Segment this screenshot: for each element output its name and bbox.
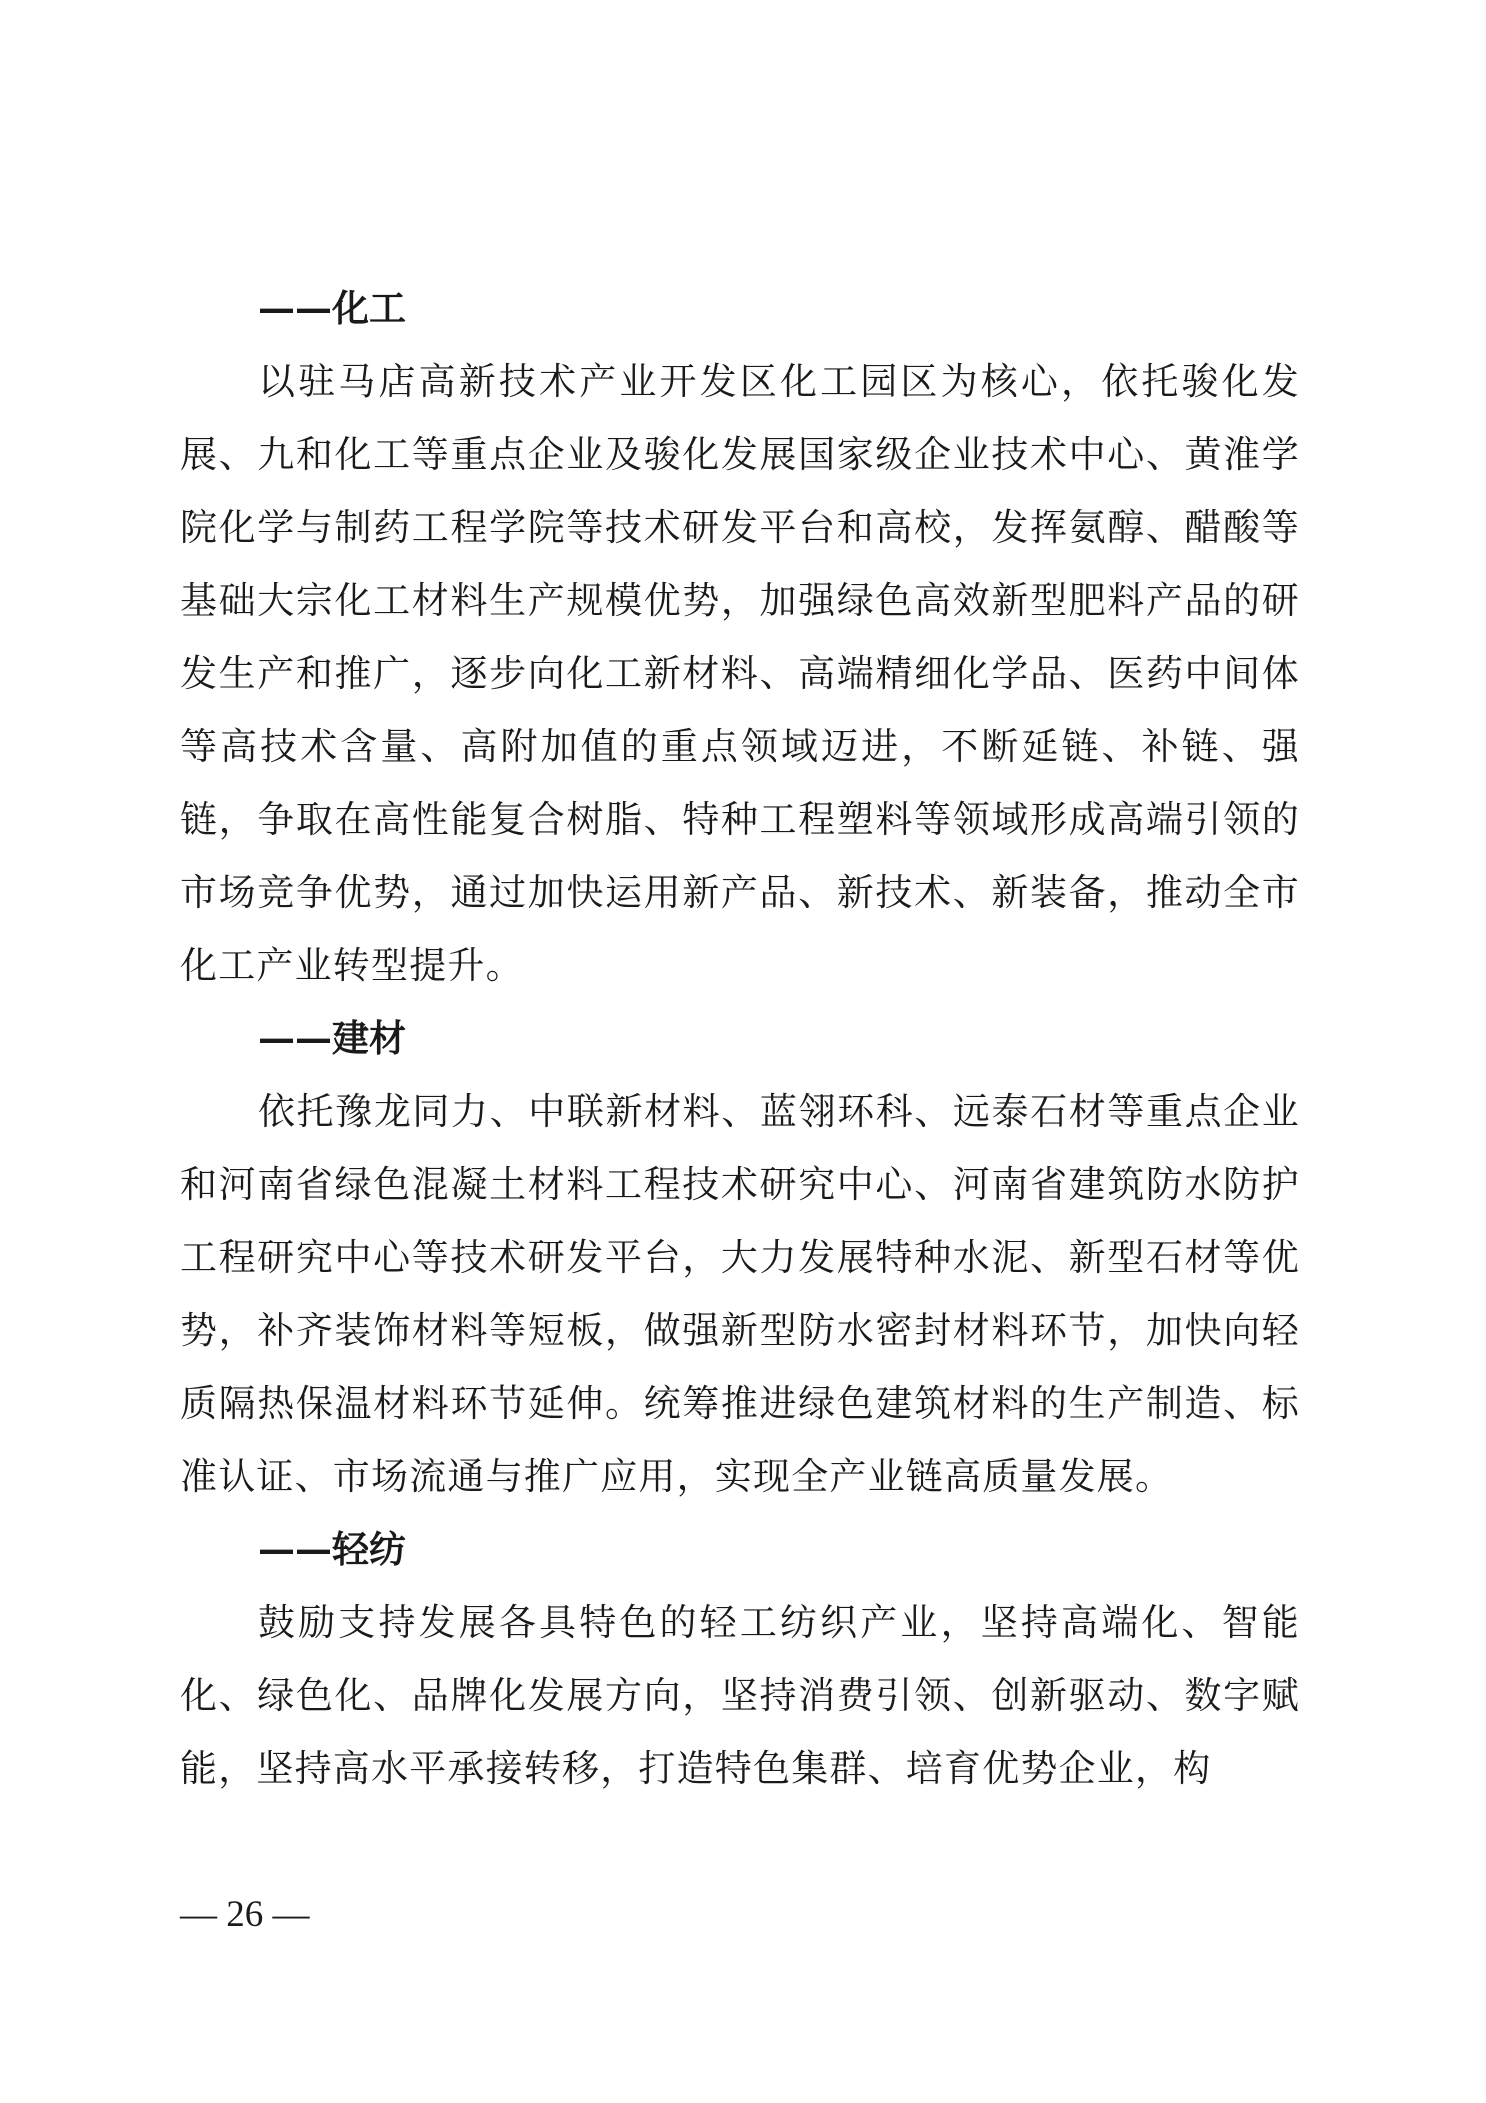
- section-body-light-textile: 鼓励支持发展各具特色的轻工纺织产业，坚持高端化、智能化、绿色化、品牌化发展方向，坚持消费引领、创新驱动、数字赋能，坚持高水平承接转移，打造特色集群、培育优势企业，构: [180, 1601, 1300, 1790]
- section-heading-chemical: ——化工: [258, 286, 406, 330]
- section-heading-building-materials: ——建材: [258, 1016, 406, 1060]
- section-body-chemical: 以驻马店高新技术产业开发区化工园区为核心，依托骏化发展、九和化工等重点企业及骏化发展国家级企业技术中心、黄淮学院化学与制药工程学院等技术研发平台和高校，发挥氨醇、醋酸等基础大宗化工材料生产规模优势，加强绿色高效新型肥料产品的研发生产和推广，逐步向化工新材料、高端精细化学品、医药中间体等高技术含量、高附加值的重点领域迈进，不断延链、补链、强链，争取在高性能复合树脂、特种工程塑料等领域形成高端引领的市场竞争优势，通过加快运用新产品、新技术、新装备，推动全市化工产业转型提升。: [180, 360, 1300, 987]
- document-body: [180, 272, 1300, 1805]
- section-heading-light-textile: ——轻纺: [258, 1527, 406, 1571]
- section-body-building-materials: 依托豫龙同力、中联新材料、蓝翎环科、远泰石材等重点企业和河南省绿色混凝土材料工程技术研究中心、河南省建筑防水防护工程研究中心等技术研发平台，大力发展特种水泥、新型石材等优势，补齐装饰材料等短板，做强新型防水密封材料环节，加快向轻质隔热保温材料环节延伸。统筹推进绿色建筑材料的生产制造、标准认证、市场流通与推广应用，实现全产业链高质量发展。: [180, 1090, 1300, 1498]
- page-number: — 26 —: [180, 1894, 310, 1935]
